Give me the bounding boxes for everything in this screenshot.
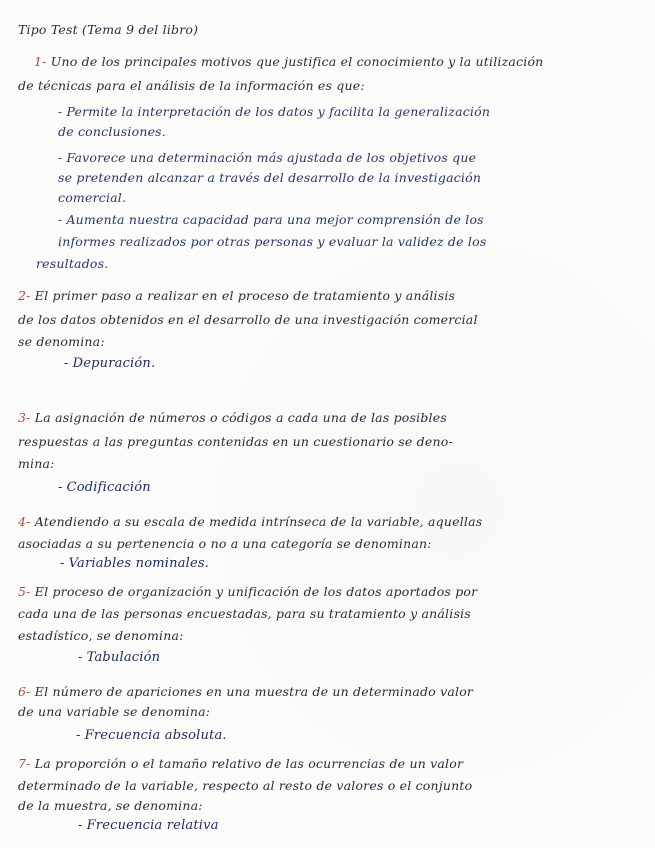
question-text-line: El proceso de organización y unificación de los datos aportados por <box>34 584 478 599</box>
question-text-line: estadístico, se denomina: <box>18 628 184 643</box>
answer-option: - Favorece una determinación más ajustada de los objetivos que <box>58 150 477 165</box>
answer-text: Frecuencia absoluta. <box>84 728 227 743</box>
answer-option: - Permite la interpretación de los datos y facilita la generalización <box>58 104 491 119</box>
answer-option-text: comercial. <box>58 190 127 205</box>
answer: - Depuración. <box>64 356 156 371</box>
question-number: 1- <box>34 54 47 69</box>
answer-text: Codificación <box>66 480 151 495</box>
answer-option-text: Favorece una determinación más ajustada de los objetivos que <box>66 150 477 165</box>
question-number: 3- <box>18 410 31 425</box>
question-text-line: de técnicas para el análisis de la información es que: <box>18 78 365 93</box>
answer-text: Depuración. <box>72 356 156 371</box>
question-number: 2- <box>18 288 31 303</box>
answer: - Variables nominales. <box>60 556 210 571</box>
question-3 <box>18 410 643 426</box>
question-text-line: mina: <box>18 456 55 471</box>
answer-text: Frecuencia relativa <box>86 818 219 833</box>
answer-text: Tabulación <box>86 650 161 665</box>
question-number: 4- <box>18 514 31 529</box>
question-text-line: La proporción o el tamaño relativo de las ocurrencias de un valor <box>34 756 464 771</box>
answer: - Tabulación <box>78 650 161 665</box>
question-7 <box>18 756 643 772</box>
question-text-line: El primer paso a realizar en el proceso de tratamiento y análisis <box>34 288 456 303</box>
answer-option: - Aumenta nuestra capacidad para una mejor comprensión de los <box>58 212 484 227</box>
question-text-line: La asignación de números o códigos a cada una de las posibles <box>34 410 447 425</box>
question-number: 7- <box>18 756 31 771</box>
question-text-line: se denomina: <box>18 334 105 349</box>
page-title: Tipo Test (Tema 9 del libro) <box>18 22 199 37</box>
answer: - Codificación <box>58 480 151 495</box>
question-text-line: respuestas a las preguntas contenidas en un cuestionario se deno- <box>18 434 453 449</box>
answer-option-text: informes realizados por otras personas y evaluar la validez de los <box>58 234 487 249</box>
question-text-line: de los datos obtenidos en el desarrollo de una investigación comercial <box>18 312 478 327</box>
answer-text: Variables nominales. <box>68 556 210 571</box>
answer-option-text: Permite la interpretación de los datos y facilita la generalización <box>66 104 491 119</box>
question-text-line: asociadas a su pertenencia o no a una categoría se denominan: <box>18 536 432 551</box>
answer-option-text: resultados. <box>36 256 109 271</box>
answer-option-text: se pretenden alcanzar a través del desarrollo de la investigación <box>58 170 482 185</box>
question-number: 5- <box>18 584 31 599</box>
question-4 <box>18 514 643 530</box>
question-text-line: determinado de la variable, respecto al resto de valores o el conjunto <box>18 778 473 793</box>
question-6 <box>18 684 643 700</box>
answer-option-text: de conclusiones. <box>58 124 166 139</box>
answer-option-text: Aumenta nuestra capacidad para una mejor comprensión de los <box>66 212 484 227</box>
question-text-line: de una variable se denomina: <box>18 704 211 719</box>
question-1 <box>34 54 643 70</box>
question-number: 6- <box>18 684 31 699</box>
question-text-line: Atendiendo a su escala de medida intrínseca de la variable, aquellas <box>34 514 483 529</box>
question-text-line: El número de apariciones en una muestra de un determinado valor <box>34 684 474 699</box>
question-2 <box>18 288 643 304</box>
answer: - Frecuencia absoluta. <box>76 728 227 743</box>
answer: - Frecuencia relativa <box>78 818 219 833</box>
question-text-line: cada una de las personas encuestadas, para su tratamiento y análisis <box>18 606 471 621</box>
question-text-line: Uno de los principales motivos que justifica el conocimiento y la utilización <box>50 54 544 69</box>
question-text-line: de la muestra, se denomina: <box>18 798 203 813</box>
question-5 <box>18 584 643 600</box>
